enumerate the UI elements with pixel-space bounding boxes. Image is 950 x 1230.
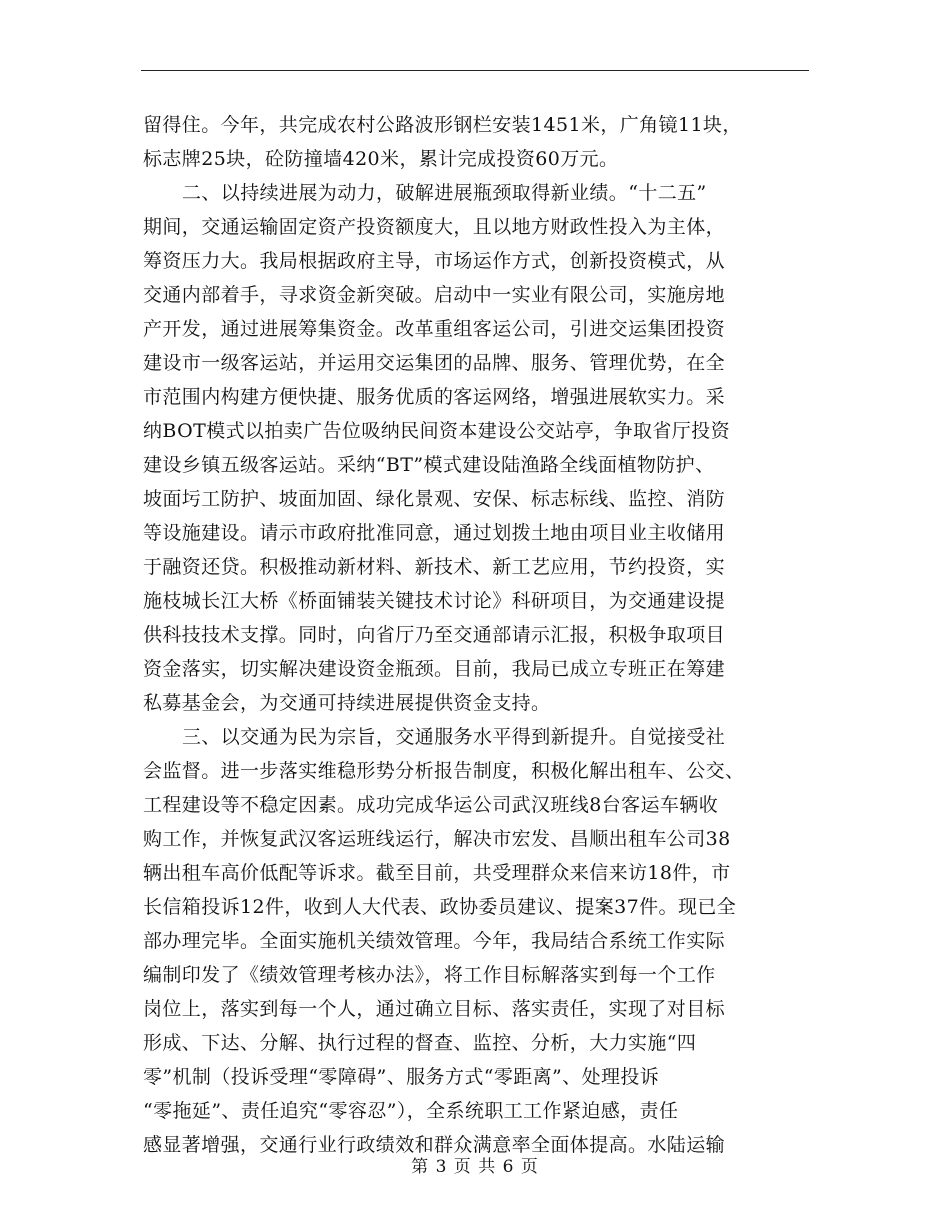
text-line: 辆出租车高价低配等诉求。截至目前，共受理群众来信来访18件，市: [143, 862, 731, 884]
text-line: 部办理完毕。全面实施机关绩效管理。今年，我局结合系统工作实际: [143, 930, 726, 952]
text-line: 期间，交通运输固定资产投资额度大，且以地方财政性投入为主体，: [143, 216, 726, 238]
text-line: 岗位上，落实到每一个人，通过确立目标、落实责任，实现了对目标: [143, 998, 726, 1020]
text-line: 供科技技术支撑。同时，向省厅乃至交通部请示汇报，积极争取项目: [143, 624, 726, 646]
text-line: 私募基金会，为交通可持续进展提供资金支持。: [143, 692, 551, 714]
text-line: 感显著增强，交通行业行政绩效和群众满意率全面体提高。水陆运输: [143, 1134, 726, 1156]
text-line: 建设乡镇五级客运站。采纳“BT”模式建设陆渔路全线面植物防护、: [143, 454, 715, 476]
section-heading-line: 二、以持续进展为动力，破解进展瓶颈取得新业绩。“十二五”: [182, 182, 707, 204]
text-line: 交通内部着手，寻求资金新突破。启动中一实业有限公司，实施房地: [143, 284, 726, 306]
header-rule: [141, 70, 809, 71]
text-line: 留得住。今年，共完成农村公路波形钢栏安装1451米，广角镜11块，: [143, 114, 742, 136]
text-line: 产开发，通过进展筹集资金。改革重组客运公司，引进交运集团投资: [143, 318, 726, 340]
text-line: 标志牌25块，砼防撞墙420米，累计完成投资60万元。: [143, 148, 619, 170]
text-line: 长信箱投诉12件，收到人大代表、政协委员建议、提案37件。现已全: [143, 896, 737, 918]
text-line: 于融资还贷。积极推动新材料、新技术、新工艺应用，节约投资，实: [143, 556, 726, 578]
page-number-footer: 第 3 页 共 6 页: [411, 1157, 539, 1177]
text-line: 形成、下达、分解、执行过程的督查、监控、分析，大力实施“四: [143, 1032, 697, 1054]
text-line: 零”机制（投诉受理“零障碍”、服务方式“零距离”、处理投诉: [143, 1066, 660, 1088]
text-line: 等设施建设。请示市政府批准同意，通过划拨土地由项目业主收储用: [143, 522, 726, 544]
text-line: 会监督。进一步落实维稳形势分析报告制度，积极化解出租车、公交、: [143, 760, 745, 782]
text-line: 坡面圬工防护、坡面加固、绿化景观、安保、标志标线、监控、消防: [143, 488, 726, 510]
text-line: 建设市一级客运站，并运用交运集团的品牌、服务、管理优势，在全: [143, 352, 726, 374]
text-line: 工程建设等不稳定因素。成功完成华运公司武汉班线8台客运车辆收: [143, 794, 719, 816]
text-line: 施枝城长江大桥《桥面铺装关键技术讨论》科研项目，为交通建设提: [143, 590, 726, 612]
text-line: 筹资压力大。我局根据政府主导，市场运作方式，创新投资模式，从: [143, 250, 726, 272]
text-line: 市范围内构建方便快捷、服务优质的客运网络，增强进展软实力。采: [143, 386, 726, 408]
text-line: 编制印发了《绩效管理考核办法》，将工作目标解落实到每一个工作: [143, 964, 716, 986]
document-body: [143, 108, 811, 1162]
text-line: 纳BOT模式以拍卖广告位吸纳民间资本建设公交站亭，争取省厅投资: [143, 420, 730, 442]
text-line: 购工作，并恢复武汉客运班线运行，解决市宏发、昌顺出租车公司38: [143, 828, 731, 850]
text-line: “零拖延”、责任追究“零容忍”），全系统职工工作紧迫感，责任: [143, 1100, 679, 1122]
section-heading-line: 三、以交通为民为宗旨，交通服务水平得到新提升。自觉接受社: [182, 726, 726, 748]
text-line: 资金落实，切实解决建设资金瓶颈。目前，我局已成立专班正在筹建: [143, 658, 726, 680]
